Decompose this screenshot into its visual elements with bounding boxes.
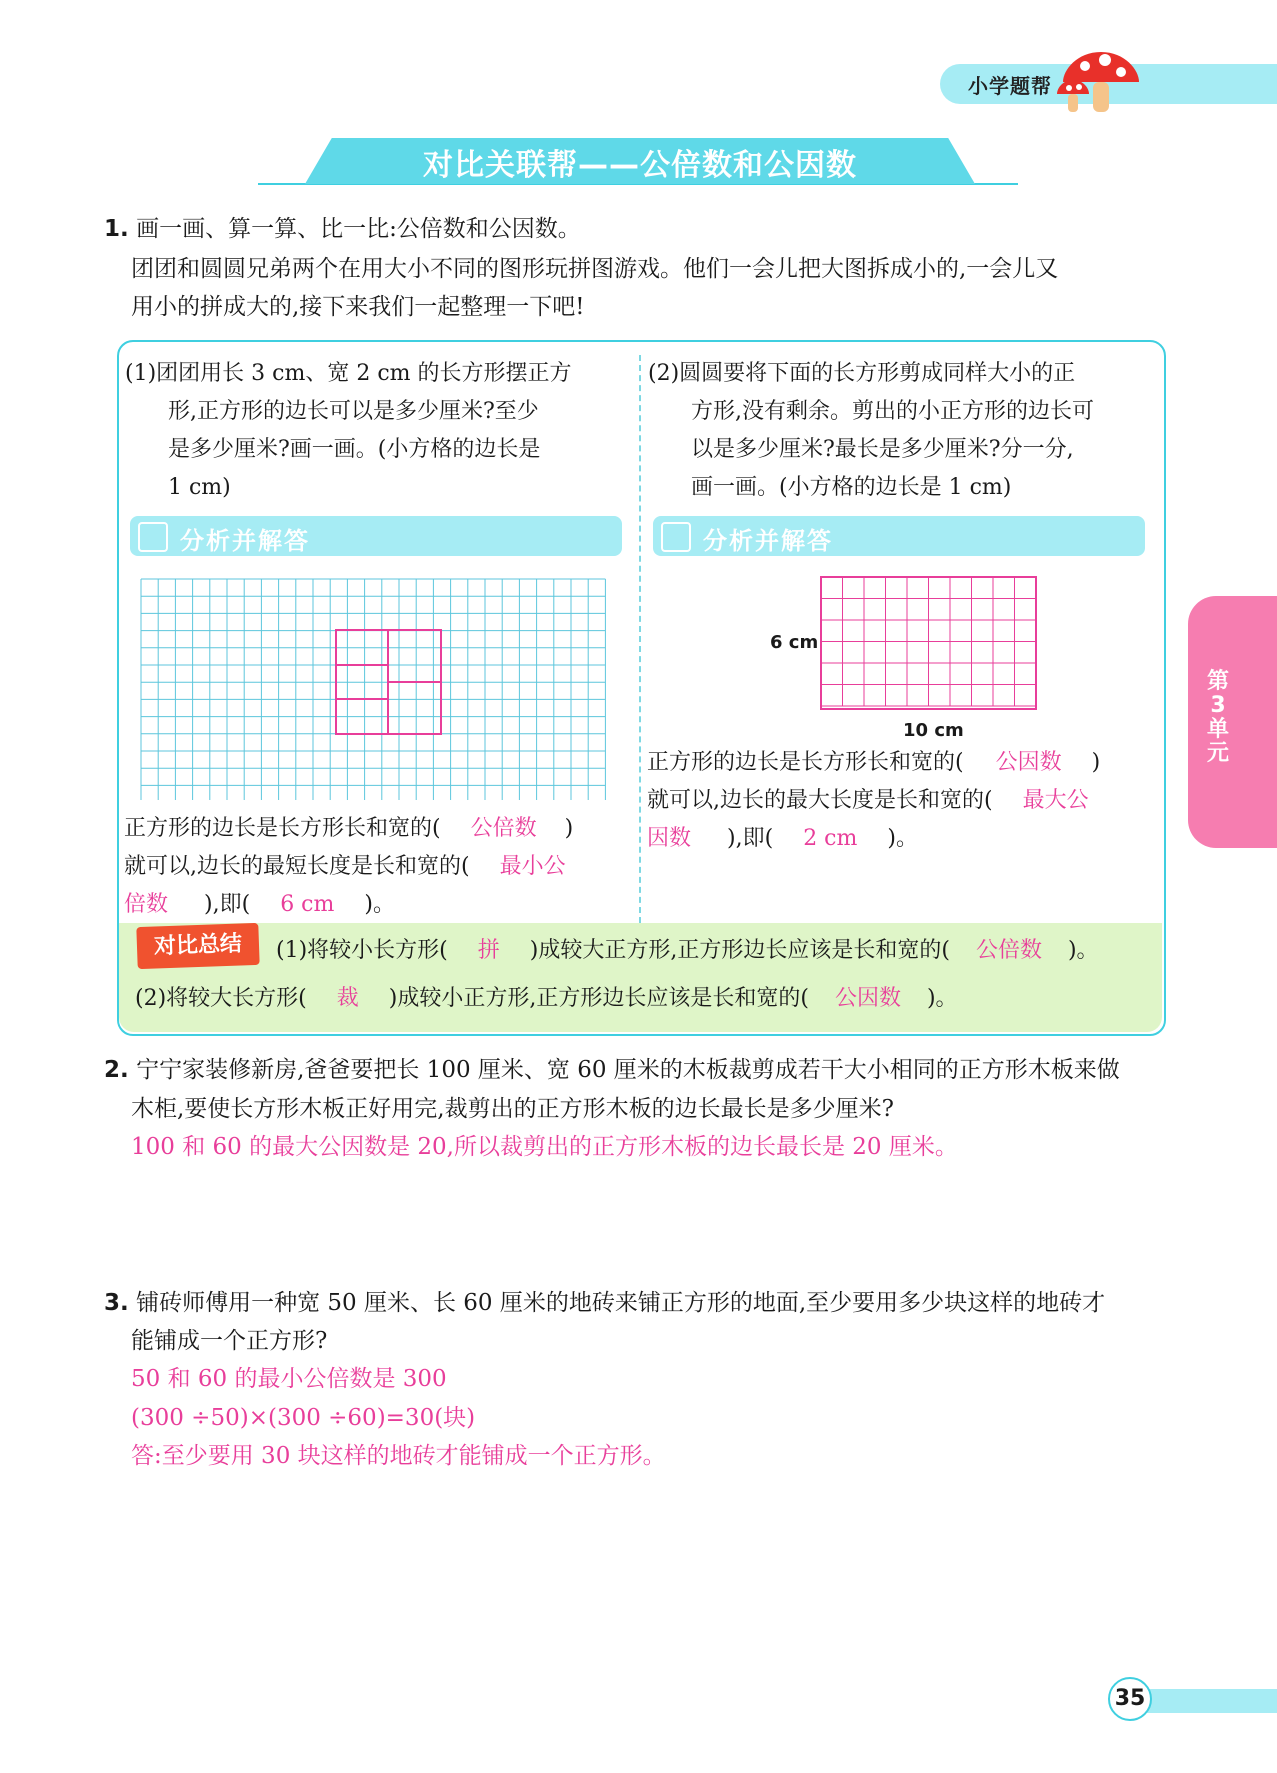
page-title: 对比关联帮——公倍数和公因数 xyxy=(423,148,857,183)
question-text: 木柜,要使长方形木板正好用完,裁剪出的正方形木板的边长最长是多少厘米? xyxy=(131,1096,894,1122)
question-number: 3. xyxy=(104,1290,129,1316)
answer-text: 就可以,边长的最短长度是长和宽的( xyxy=(124,854,470,879)
summary-line2 xyxy=(135,980,958,1018)
answer-text: 答:至少要用 30 块这样的地砖才能铺成一个正方形。 xyxy=(131,1443,666,1469)
unit-tab-char: 单 xyxy=(1206,717,1229,742)
part1-line: 1 cm) xyxy=(168,475,231,500)
answer-text: (300 ÷50)×(300 ÷60)=30(块) xyxy=(131,1405,476,1431)
question-3 xyxy=(104,1284,1105,1322)
summary-tag: 对比总结 xyxy=(136,923,259,969)
analysis-label: 分析并解答 xyxy=(703,527,833,555)
part2-answer-line3 xyxy=(647,820,918,858)
unit-tab-char: 第 xyxy=(1206,669,1229,694)
question-text: 能铺成一个正方形? xyxy=(131,1328,328,1354)
grid-drawing-1 xyxy=(140,578,606,800)
summary-text: (2)将较大长方形( xyxy=(135,986,307,1011)
answer-fill: 公倍数 xyxy=(470,816,537,841)
part2-line: 以是多少厘米?最长是多少厘米?分一分, xyxy=(691,437,1074,462)
grid-drawing-2 xyxy=(820,576,1038,711)
answer-text: )。 xyxy=(364,892,395,917)
question-text: 用小的拼成大的,接下来我们一起整理一下吧! xyxy=(131,294,585,320)
unit-tab-char: 元 xyxy=(1206,741,1229,766)
part1-answer-line2 xyxy=(124,848,566,886)
answer-fill: 6 cm xyxy=(280,892,335,917)
page-number: 35 xyxy=(1108,1677,1152,1721)
question-text: 画一画、算一算、比一比:公倍数和公因数。 xyxy=(136,216,581,242)
analysis-label: 分析并解答 xyxy=(180,527,310,555)
part2-line: (2)圆圆要将下面的长方形剪成同样大小的正 xyxy=(648,361,1076,386)
part2-answer-line2 xyxy=(647,782,1089,820)
part1-answer-line1 xyxy=(124,810,573,848)
summary-text: )。 xyxy=(1067,938,1099,963)
answer-fill: 2 cm xyxy=(803,826,858,851)
part2-answer-line1 xyxy=(647,744,1100,782)
part1-line: (1)团团用长 3 cm、宽 2 cm 的长方形摆正方 xyxy=(125,361,572,386)
question-text: 团团和圆圆兄弟两个在用大小不同的图形玩拼图游戏。他们一会儿把大图拆成小的,一会儿又 xyxy=(131,256,1059,282)
question-1 xyxy=(104,210,581,248)
summary-line1 xyxy=(276,932,1099,970)
summary-fill: 拼 xyxy=(477,938,500,963)
part2-line: 方形,没有剩余。剪出的小正方形的边长可 xyxy=(691,399,1094,424)
part1-line: 是多少厘米?画一画。(小方格的边长是 xyxy=(168,437,541,462)
question-text: 铺砖师傅用一种宽 50 厘米、长 60 厘米的地砖来铺正方形的地面,至少要用多少块这样的地砖才 xyxy=(136,1290,1106,1316)
brand-title: 小学题帮 xyxy=(968,74,1052,98)
part2-line: 画一画。(小方格的边长是 1 cm) xyxy=(691,475,1012,500)
answer-text: 100 和 60 的最大公因数是 20,所以裁剪出的正方形木板的边长最长是 20 厘米。 xyxy=(131,1134,958,1160)
mushroom-icon xyxy=(1055,44,1147,116)
answer-text: ),即( xyxy=(204,892,251,917)
width-label: 10 cm xyxy=(903,720,964,741)
answer-text: ),即( xyxy=(727,826,774,851)
answer-text: )。 xyxy=(887,826,918,851)
answer-fill: 公因数 xyxy=(995,750,1062,775)
answer-text: ) xyxy=(564,816,574,841)
question-number: 2. xyxy=(104,1057,129,1083)
answer-fill: 倍数 xyxy=(124,892,169,917)
answer-text: 50 和 60 的最小公倍数是 300 xyxy=(131,1366,447,1392)
answer-text: 就可以,边长的最大长度是长和宽的( xyxy=(647,788,993,813)
summary-text: )。 xyxy=(926,986,958,1011)
height-label: 6 cm xyxy=(770,632,819,653)
pencil-icon xyxy=(661,522,691,552)
answer-text: 正方形的边长是长方形长和宽的( xyxy=(647,750,964,775)
question-text: 宁宁家装修新房,爸爸要把长 100 厘米、宽 60 厘米的木板裁剪成若干大小相同的正方形木板来做 xyxy=(136,1057,1120,1083)
question-2 xyxy=(104,1051,1120,1089)
summary-fill: 公因数 xyxy=(834,986,901,1011)
answer-fill: 最大公 xyxy=(1022,788,1089,813)
summary-text: (1)将较小长方形( xyxy=(276,938,448,963)
answer-text: 正方形的边长是长方形长和宽的( xyxy=(124,816,441,841)
answer-fill: 最小公 xyxy=(499,854,566,879)
summary-fill: 公倍数 xyxy=(975,938,1042,963)
unit-tab-char: 3 xyxy=(1210,693,1226,718)
summary-text: )成较大正方形,正方形边长应该是长和宽的( xyxy=(529,938,950,963)
pencil-icon xyxy=(138,522,168,552)
summary-text: )成较小正方形,正方形边长应该是长和宽的( xyxy=(388,986,809,1011)
answer-text: ) xyxy=(1091,750,1101,775)
unit-tab-label xyxy=(1188,670,1248,766)
summary-fill: 裁 xyxy=(336,986,359,1011)
answer-fill: 因数 xyxy=(647,826,692,851)
column-divider xyxy=(639,355,641,923)
part1-line: 形,正方形的边长可以是多少厘米?至少 xyxy=(168,399,539,424)
part1-answer-line3 xyxy=(124,886,395,924)
question-number: 1. xyxy=(104,216,129,242)
